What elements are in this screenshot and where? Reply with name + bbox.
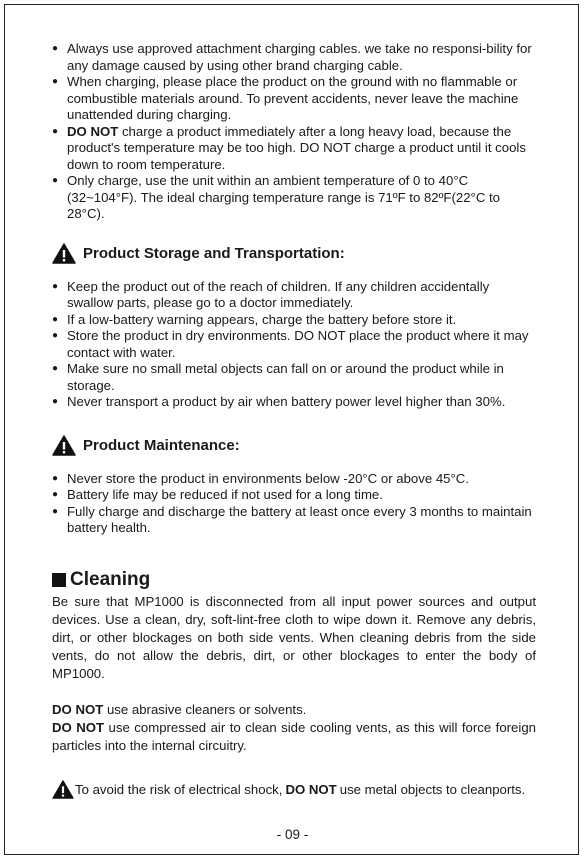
- cleaning-intro: Be sure that MP1000 is disconnected from all input power sources and output devices. Use a clean, dry, soft-lint-free cloth to wipe down it. Remove any debris, dirt, or other blockages on both side vents. When cleaning debris from the side vents, do not allow the debris, dirt, or other blockages to enter the body of MP1000.: [52, 593, 536, 681]
- page-content: [52, 41, 536, 799]
- warning-triangle-icon: [52, 435, 76, 456]
- list-item: ● Fully charge and discharge the battery at least once every 3 months to maintain battery health.: [52, 504, 536, 537]
- page-number: - 09 -: [276, 827, 309, 842]
- list-item: ● When charging, please place the product on the ground with no flammable or combustible materials around. To prevent accidents, never leave the machine unattended during charging.: [52, 74, 536, 124]
- storage-title: Product Storage and Transportation:: [83, 244, 345, 262]
- list-item: ● Make sure no small metal objects can fall on or around the product while in storage.: [52, 361, 536, 394]
- list-item: ● Never transport a product by air when battery power level higher than 30%.: [52, 394, 536, 411]
- list-item: ● DO NOT charge a product immediately after a long heavy load, because the product's temperature may be too high. DO NOT charge a product until it cools down to room temperature.: [52, 124, 536, 174]
- warning-triangle-icon: [52, 243, 76, 264]
- shock-warning: To avoid the risk of electrical shock, DO NOT use metal objects to cleanports.: [52, 780, 536, 799]
- storage-heading: [52, 243, 536, 264]
- list-item: ● Only charge, use the unit within an ambient temperature of 0 to 40°C (32~104°F). The ideal charging temperature range is 71ºF to 82ºF(22°C to 28°C).: [52, 173, 536, 223]
- cleaning-heading: [52, 569, 536, 591]
- list-item: ● Never store the product in environments below -20°C or above 45°C.: [52, 471, 536, 488]
- maintenance-title: Product Maintenance:: [83, 436, 240, 454]
- warning-triangle-icon: [52, 780, 74, 799]
- cleaning-warning-1: DO NOT use abrasive cleaners or solvents.: [52, 701, 307, 717]
- storage-list: [52, 279, 536, 411]
- list-item: ● Store the product in dry environments. DO NOT place the product where it may contact with water.: [52, 328, 536, 361]
- list-item: ● If a low-battery warning appears, charge the battery before store it.: [52, 312, 536, 329]
- cleaning-title: Cleaning: [70, 568, 151, 590]
- maintenance-heading: [52, 435, 536, 456]
- list-item: ● Battery life may be reduced if not used for a long time.: [52, 487, 536, 504]
- cleaning-warning-2: DO NOT use compressed air to clean side cooling vents, as this will force foreign particles into the internal circuitry.: [52, 719, 536, 753]
- charging-list: [52, 41, 536, 223]
- maintenance-list: [52, 471, 536, 537]
- square-bullet-icon: [52, 573, 66, 587]
- list-item: ● Keep the product out of the reach of children. If any children accidentally swallow parts, please go to a doctor immediately.: [52, 279, 536, 312]
- list-item: ● Always use approved attachment charging cables. we take no responsi-bility for any damage caused by using other brand charging cable.: [52, 41, 536, 74]
